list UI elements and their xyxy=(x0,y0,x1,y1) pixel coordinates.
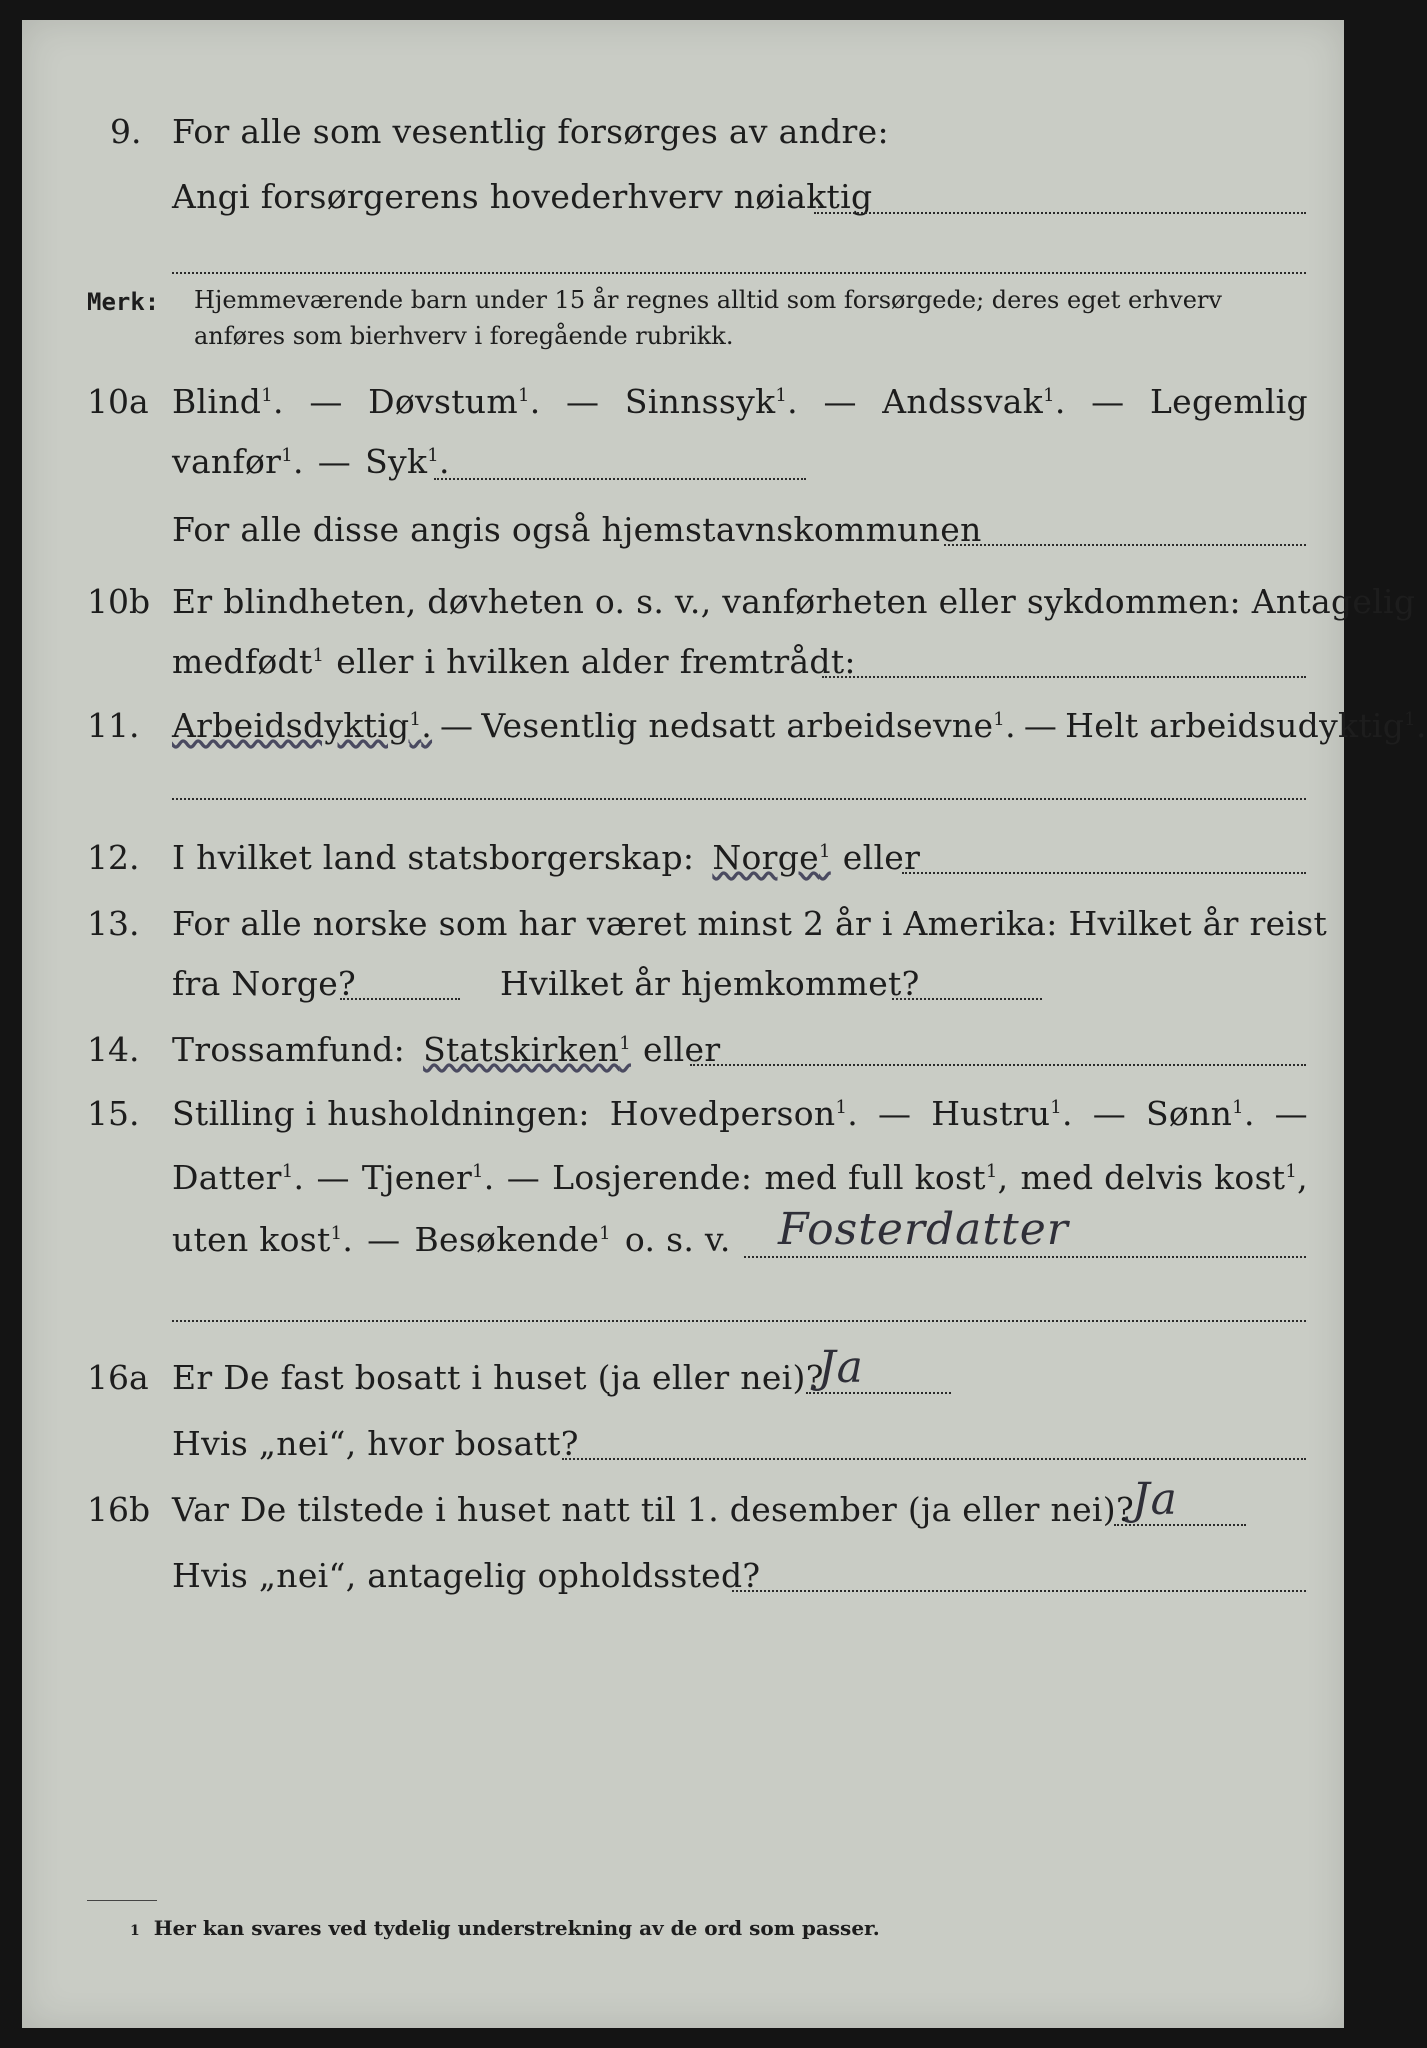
item-number-16a: 16a xyxy=(87,1358,149,1397)
q16a-line2: Hvis „nei“, hvor bosatt? xyxy=(172,1424,579,1463)
q9-answer-field[interactable] xyxy=(814,212,1306,214)
option-andssvak[interactable]: Andssvak$^1$. xyxy=(882,382,1066,421)
q9-line2: Angi forsørgerens hovederhverv nøiaktig xyxy=(172,177,873,216)
footnote: 1 Her kan svares ved tydelig understrekning av de ord som passer. xyxy=(130,1916,880,1940)
item-number-9: 9. xyxy=(110,112,142,151)
q10a-answer-field[interactable] xyxy=(434,478,806,480)
item-number-16b: 16b xyxy=(87,1490,151,1529)
q16a-line1: Er De fast bosatt i huset (ja eller nei)? xyxy=(172,1358,824,1397)
option-statskirken[interactable]: Statskirken$^1$ xyxy=(423,1030,631,1069)
item-number-14: 14. xyxy=(87,1030,140,1069)
option-syk[interactable]: Syk$^1$. xyxy=(365,442,450,481)
option-sonn[interactable]: Sønn$^1$. xyxy=(1145,1094,1255,1133)
q14-answer-field[interactable] xyxy=(690,1064,1306,1066)
option-blind[interactable]: Blind$^1$. xyxy=(172,382,284,421)
q13-line2b: Hvilket år hjemkommet? xyxy=(500,964,920,1003)
q11-answer-field[interactable] xyxy=(172,798,1306,800)
option-hovedperson[interactable]: Hovedperson$^1$. xyxy=(609,1094,859,1133)
option-full-kost[interactable]: med full kost$^1$, xyxy=(764,1158,1009,1197)
q10b-answer-field[interactable] xyxy=(822,676,1306,678)
q12-line1: I hvilket land statsborgerskap: Norge$^1$ eller xyxy=(172,838,921,877)
item-number-13: 13. xyxy=(87,904,140,943)
option-arbeidsdyktig[interactable]: Arbeidsdyktig$^1$. xyxy=(172,706,433,745)
merk-note: Hjemmeværende barn under 15 år regnes alltid som forsørgede; deres eget erhverv anføres som bierhverv i foregående rubrikk. xyxy=(194,286,1222,350)
q15-answer-field-2[interactable] xyxy=(172,1320,1306,1322)
footnote-rule xyxy=(87,1900,157,1901)
q13-line1: For alle norske som har været minst 2 år i Amerika: Hvilket år reist xyxy=(172,904,1328,943)
q16b-handwritten-answer[interactable]: Ja xyxy=(1132,1474,1178,1525)
q15-line1: Stilling i husholdningen: Hovedperson$^1$. — Hustru$^1$. — Sønn$^1$. — xyxy=(172,1094,1308,1133)
option-datter[interactable]: Datter$^1$. xyxy=(172,1158,305,1197)
option-besokende[interactable]: Besøkende$^1$ xyxy=(414,1220,611,1259)
q9-answer-field-2[interactable] xyxy=(172,272,1306,274)
q15-answer-field[interactable] xyxy=(744,1256,1306,1258)
q12-answer-field[interactable] xyxy=(902,872,1306,874)
q15-line2: Datter$^1$. — Tjener$^1$. — Losjerende: med full kost$^1$, med delvis kost$^1$, xyxy=(172,1158,1308,1197)
item-number-15: 15. xyxy=(87,1094,140,1133)
merk-label: Merk: xyxy=(87,288,160,316)
q14-line1: Trossamfund: Statskirken$^1$ eller xyxy=(172,1030,721,1069)
q9-line1: For alle som vesentlig forsørges av andre: xyxy=(172,112,889,151)
q10b-line1: Er blindheten, døvheten o. s. v., vanførheten eller sykdommen: Antagelig xyxy=(172,582,1416,621)
item-number-11: 11. xyxy=(87,706,140,745)
q16a-handwritten-answer[interactable]: Ja xyxy=(818,1342,864,1393)
option-vanfor[interactable]: vanfør$^1$. xyxy=(172,442,304,481)
option-legemlig[interactable]: Legemlig xyxy=(1149,382,1308,421)
q15-line3: uten kost$^1$. — Besøkende$^1$ o. s. v. xyxy=(172,1220,731,1259)
option-dovstum[interactable]: Døvstum$^1$. xyxy=(368,382,541,421)
q15-handwritten-answer[interactable]: Fosterdatter xyxy=(778,1204,1069,1255)
q10a-line3: For alle disse angis også hjemstavnskommunen xyxy=(172,510,982,549)
option-sinnssyk[interactable]: Sinnssyk$^1$. xyxy=(624,382,798,421)
item-number-10a: 10a xyxy=(87,382,149,421)
census-form-page xyxy=(22,20,1427,2028)
q10a-line1: Blind$^1$. — Døvstum$^1$. — Sinnssyk$^1$. — Andssvak$^1$. — Legemlig xyxy=(172,382,1308,421)
q16b-line1: Var De tilstede i huset natt til 1. desember (ja eller nei)? xyxy=(172,1490,1134,1529)
q16b-line2: Hvis „nei“, antagelig opholdssted? xyxy=(172,1556,761,1595)
q16b-answer-field[interactable] xyxy=(1114,1524,1246,1526)
option-hustru[interactable]: Hustru$^1$. xyxy=(931,1094,1073,1133)
q16a-answer-field[interactable] xyxy=(806,1392,951,1394)
option-vesentlig-nedsatt[interactable]: Vesentlig nedsatt arbeidsevne$^1$. xyxy=(481,706,1016,745)
reist-year-field[interactable] xyxy=(340,998,460,1000)
item-number-10b: 10b xyxy=(87,582,151,621)
q13-line2: fra Norge? xyxy=(172,964,357,1003)
option-norge[interactable]: Norge$^1$ xyxy=(712,838,831,877)
option-uten-kost[interactable]: uten kost$^1$. xyxy=(172,1220,354,1259)
q10b-line2: medfødt$^1$ eller i hvilken alder fremtrådt: xyxy=(172,642,856,681)
option-medfodt[interactable]: medfødt$^1$ xyxy=(172,642,325,681)
option-tjener[interactable]: Tjener$^1$. xyxy=(361,1158,495,1197)
item-number-12: 12. xyxy=(87,838,140,877)
q11-line1: Arbeidsdyktig$^1$. — Vesentlig nedsatt arbeidsevne$^1$. — Helt arbeidsudyktig$^1$. xyxy=(172,706,1427,745)
option-helt-arbeidsudyktig[interactable]: Helt arbeidsudyktig$^1$. xyxy=(1065,706,1427,745)
hjemkommet-year-field[interactable] xyxy=(892,998,1042,1000)
option-delvis-kost[interactable]: med delvis kost$^1$, xyxy=(1020,1158,1308,1197)
q10a-line2: vanfør$^1$. — Syk$^1$. xyxy=(172,442,450,481)
opholdssted-field[interactable] xyxy=(732,1590,1306,1592)
hjemstavnskommune-field[interactable] xyxy=(944,544,1306,546)
bosatt-field[interactable] xyxy=(562,1458,1306,1460)
